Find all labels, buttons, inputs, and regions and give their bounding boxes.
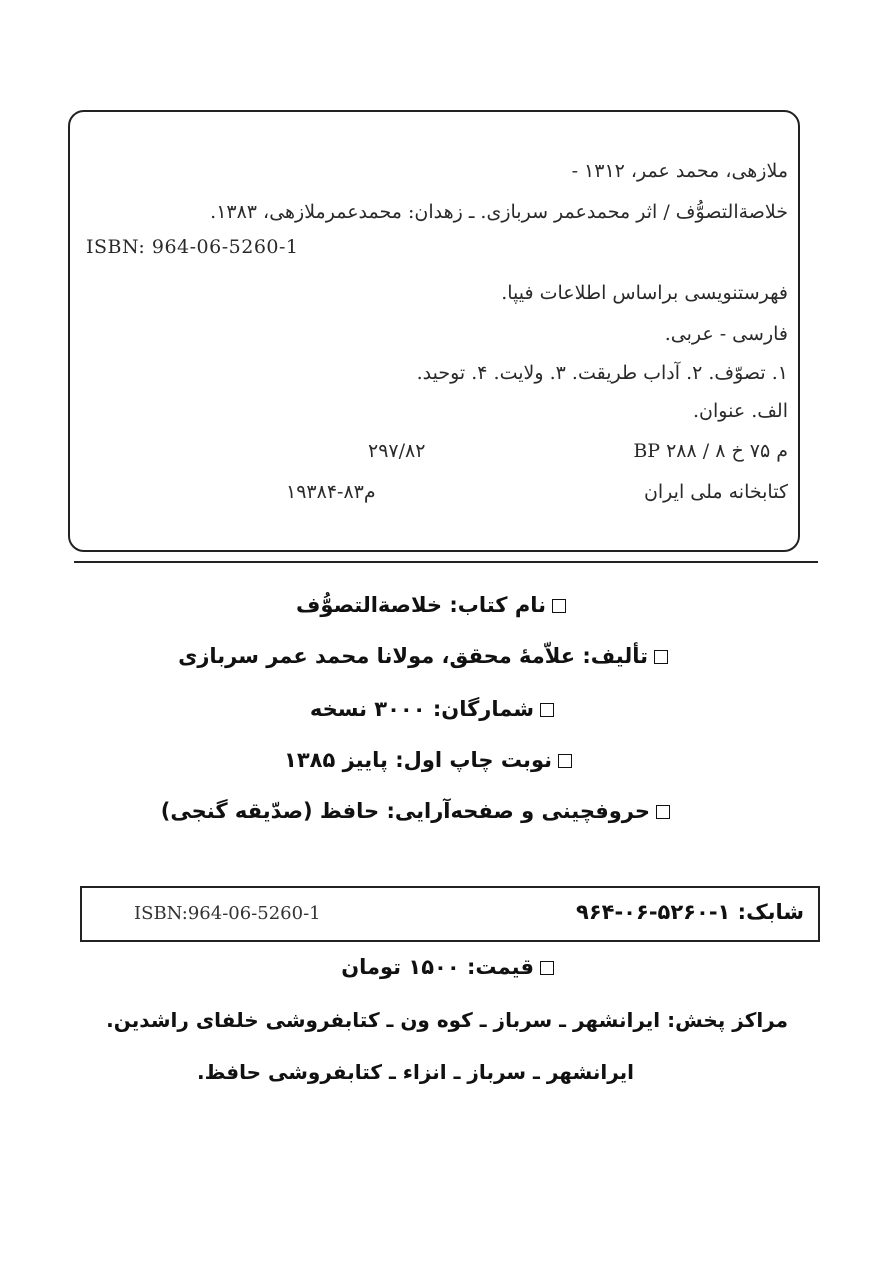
detail-author-text: تألیف: علاّمهٔ محقق، مولانا محمد عمر سربازی xyxy=(178,644,648,668)
detail-typesetting xyxy=(161,799,670,823)
detail-edition-text: نوبت چاپ اول: پاییز ۱۳۸۵ xyxy=(284,748,552,772)
detail-copies-text: شمارگان: ۳۰۰۰ نسخه xyxy=(309,697,534,721)
checkbox-bullet-icon xyxy=(656,805,670,819)
distribution-line-2: ایرانشهر ـ سرباز ـ انزاء ـ کتابفروشی حافظ. xyxy=(197,1060,634,1084)
catalog-title-line: خلاصةالتصوُّف / اثر محمدعمر سربازی. ـ زهدان: محمدعمرملازهی، ۱۳۸۳. xyxy=(210,201,788,223)
detail-copies xyxy=(310,697,554,721)
checkbox-bullet-icon xyxy=(552,599,566,613)
checkbox-bullet-icon xyxy=(540,703,554,717)
detail-book-name-text: نام کتاب: خلاصةالتصوُّف xyxy=(296,593,546,617)
price-line xyxy=(341,955,554,979)
price-text: قیمت: ۱۵۰۰ تومان xyxy=(341,955,534,979)
section-divider xyxy=(74,561,818,563)
isbn-label-persian: شابک: ۱-۵۲۶۰-۰۶-۹۶۴ xyxy=(576,900,804,924)
detail-edition xyxy=(284,748,572,772)
catalog-fipa-note: فهرستنویسی براساس اطلاعات فیپا. xyxy=(501,282,788,304)
detail-author xyxy=(178,644,668,668)
checkbox-bullet-icon xyxy=(654,650,668,664)
catalog-language: فارسی - عربی. xyxy=(664,323,788,345)
distribution-line-1: مراکز پخش: ایرانشهر ـ سرباز ـ کوه ون ـ کتابفروشی خلفای راشدین. xyxy=(106,1008,788,1032)
catalog-lc-class: BP ۲۸۸ / م ۷۵ خ ۸ xyxy=(633,440,788,462)
catalog-subjects: ۱. تصوّف. ۲. آداب طریقت. ۳. ولایت. ۴. توحید. xyxy=(416,362,788,384)
catalog-record-number: م۸۳-۱۹۳۸۴ xyxy=(286,481,376,503)
catalog-dewey-class: ۲۹۷/۸۲ xyxy=(368,440,426,462)
checkbox-bullet-icon xyxy=(558,754,572,768)
checkbox-bullet-icon xyxy=(540,961,554,975)
catalog-author-line: ملازهی، محمد عمر، ۱۳۱۲ - xyxy=(571,160,788,182)
catalog-title-entry: الف. عنوان. xyxy=(693,400,788,422)
detail-typesetting-text: حروفچینی و صفحه‌آرایی: حافظ (صدّیقه گنجی) xyxy=(160,799,650,823)
detail-book-name xyxy=(296,593,566,617)
catalog-isbn: ISBN: 964-06-5260-1 xyxy=(86,236,299,258)
catalog-library: کتابخانه ملی ایران xyxy=(643,481,788,503)
isbn-latin: ISBN:964-06-5260-1 xyxy=(134,903,321,924)
